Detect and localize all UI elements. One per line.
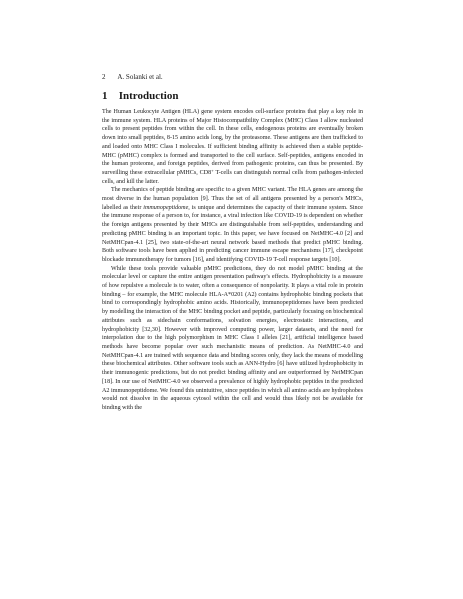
paragraph-1: The Human Leukocyte Antigen (HLA) gene system encodes cell-surface proteins that play a key role in the immune system. HLA proteins of Major Histocompatibility Complex (MHC) Class I allow nucleated cells to present peptides from within the cell. In these cells, endogenous proteins are eventually broken down into small peptides, 8-15 amino acids long, by the proteasome. These antigens are then trafficked to and loaded onto MHC Class I molecules. If sufficient binding affinity is achieved then a stable peptide-MHC (pMHC) complex is formed and transported to the cell surface. Self-peptides, antigens encoded in the human proteome, and foreign peptides, derived from pathogenic proteins, can thus be presented. By surveilling these extracellular pMHCs, CD8+ T-cells can distinguish normal cells from pathogen-infected cells, and kill the latter. <box>102 109 363 185</box>
section-number: 1 <box>102 90 108 102</box>
section-heading <box>102 90 364 103</box>
paragraph-3: While these tools provide valuable pMHC predictions, they do not model pMHC binding at the molecular level or capture the entire antigen presentation pathway's effects. Hydrophobicity is a measure of how repulsive a molecule is to water, often a consequence of nonpolarity. It plays a vital role in protein binding – for example, the MHC molecule HLA-A*0201 (A2) contains hydrophobic binding pockets that bind to correspondingly hydrophobic amino acids. Historically, immunopeptidomes have been predicted by modelling the interaction of the MHC binding pocket and peptide, particularly focusing on biochemical attributes such as sidechain conformations, solvation energies, electrostatic interactions, and hydrophobicity [32,30]. However with improved computing power, larger datasets, and the need for interpolation due to the high polymorphism in MHC Class I alleles [21], artificial intelligence based methods have become popular over such mechanistic means of prediction. As NetMHC-4.0 and NetMHCpan-4.1 are trained with sequence data and binding scores only, they lack the means of modelling these biochemical attributes. Other software tools such as ANN-Hydro [6] have utilized hydrophobicity in their immunogenic predictions, but do not predict binding affinity and are outperformed by NetMHCpan [18]. In our use of NetMHC-4.0 we observed a prevalence of highly hydrophobic peptides in the predicted A2 immunopeptidome. We found this unintuitive, since peptides in which all amino acids are hydrophobes would not dissolve in the aqueous cytosol within the cell and would thus likely not be available for binding with the <box>102 265 363 411</box>
page-number: 2 <box>102 73 106 81</box>
paragraph-2: The mechanics of peptide binding are specific to a given MHC variant. The HLA genes are among the most diverse in the human population [9]. Thus the set of all antigens presented by a person's MHCs, labelled as their immunopeptidome, is unique and determines the capacity of their immune system. Since the immune response of a person to, for instance, a viral infection like COVID-19 is dependent on whether the foreign antigens presented by their MHCs are distinguishable from self-peptides, understanding and predicting pMHC binding is an important topic. In this paper, we have focused on NetMHC-4.0 [2] and NetMHCpan-4.1 [25], two state-of-the-art neural network based methods that predict pMHC binding. Both software tools have been applied in predicting cancer immune escape mechanisms [17], checkpoint blockade immunotherapy for tumors [16], and identifying COVID-19 T-cell response targets [10]. <box>102 187 363 263</box>
running-authors: A. Solanki et al. <box>117 73 163 81</box>
section-title: Introduction <box>118 90 179 102</box>
running-header <box>102 73 364 82</box>
body-text <box>102 108 363 413</box>
